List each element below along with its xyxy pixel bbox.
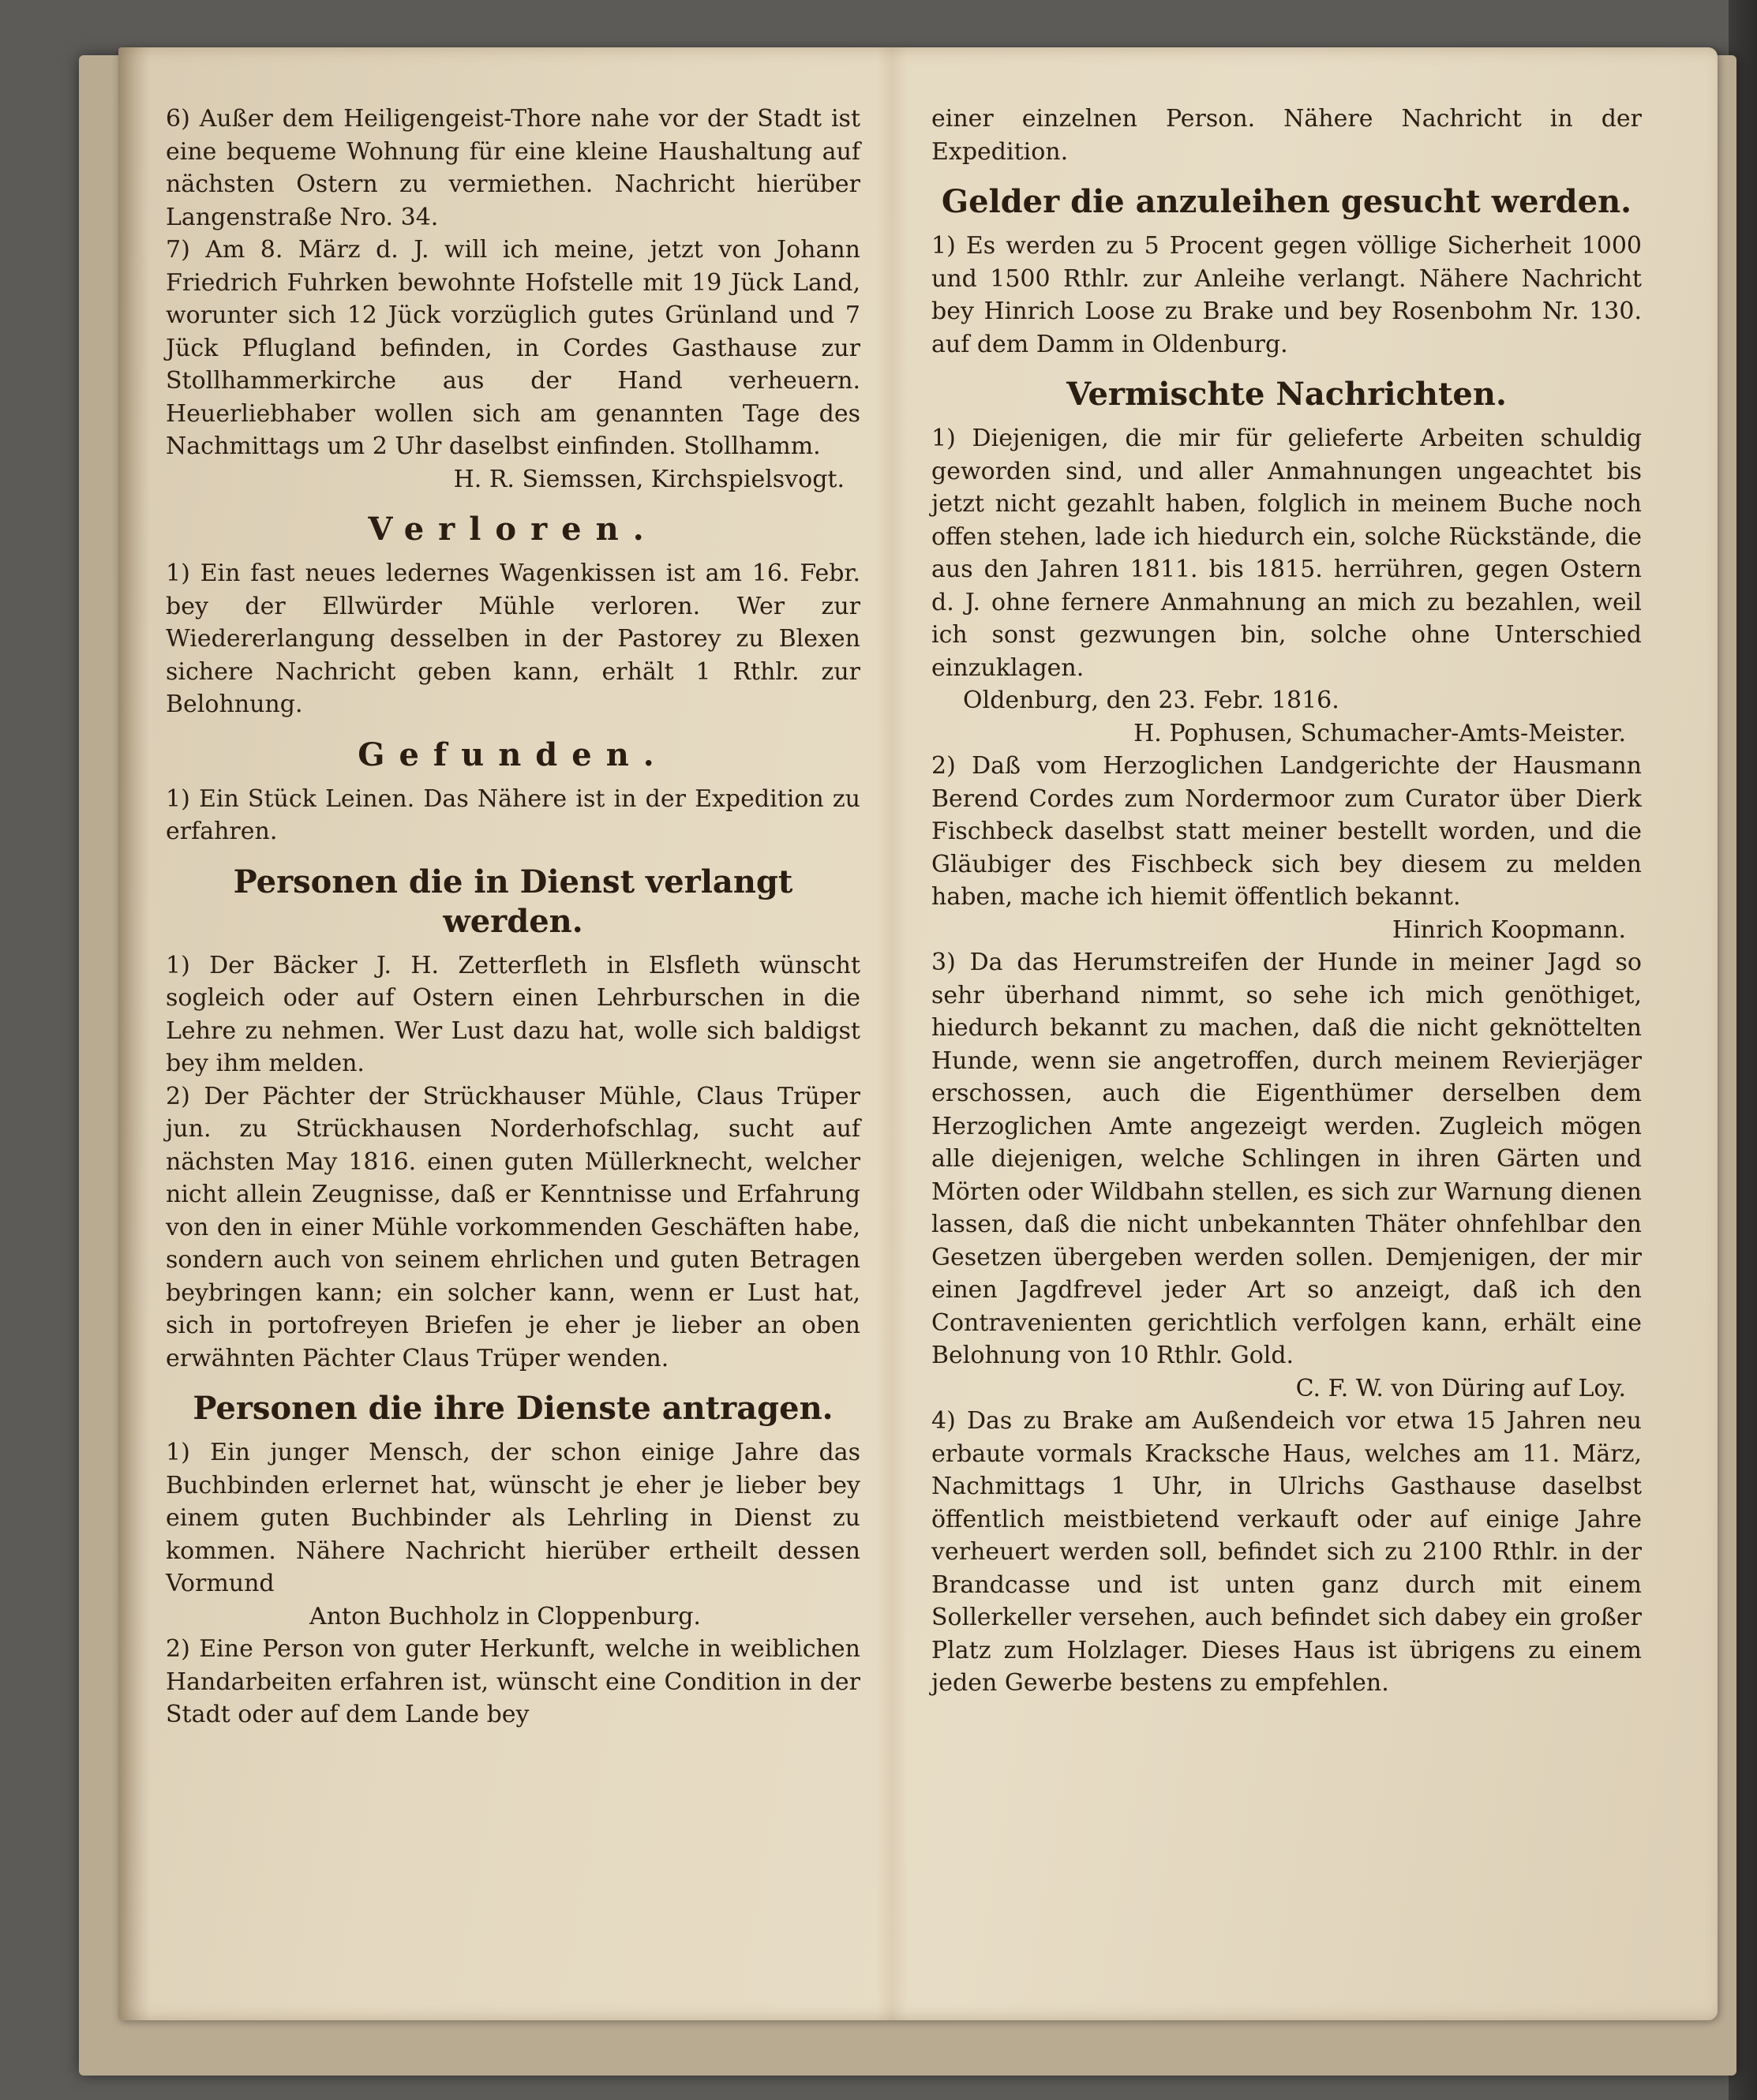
gelder-1-text: 1) Es werden zu 5 Procent gegen völlige Sicherheit 1000 und 1500 Rthlr. zur Anleihe verlangt. Nähere Nachricht bey Hinrich Loose zu Brake und bey Rosenbohm Nr. 130. auf dem Damm in Oldenburg. — [931, 232, 1642, 358]
vermischte-3-text: 3) Da das Herumstreifen der Hunde in meiner Jagd so sehr überhand nimmt, so sehe ich mich genöthiget, hiedurch bekannt zu machen, daß die nicht geknöttelten Hunde, wenn sie angetroffen, durch meinem Revierjäger erschossen, auch die Eigenthümer derselben dem Herzoglichen Amte angezeigt werden. Zugleich mögen alle diejenigen, welche Schlingen in ihren Gärten und Mörten oder Wildbahn stellen, es sich zur Warnung dienen lassen, daß die nicht unbekannten Thäter ohnfehlbar den Gesetzen übergeben werden sollen. Demjenigen, der mir einen Jagdfrevel jeder Art so anzeigt, daß ich den Contravenienten gerichtlich verfolgen kann, erhält eine Belohnung von 10 Rthlr. Gold. — [931, 949, 1642, 1369]
column-crease — [876, 47, 908, 2020]
gefunden-text: 1) Ein Stück Leinen. Das Nähere ist in der Expedition zu erfahren. — [166, 784, 860, 845]
left-column — [166, 103, 860, 1731]
binding-shadow — [118, 47, 150, 2020]
dienst-1-text: 1) Der Bäcker J. H. Zetterfleth in Elsfleth wünscht sogleich oder auf Ostern einen Lehrburschen in die Lehre zu nehmen. Wer Lust dazu hat, wolle sich baldigst bey ihm melden. — [166, 951, 860, 1077]
ad-7-text: 7) Am 8. März d. J. will ich meine, jetzt von Johann Friedrich Fuhrken bewohnte Hofstelle mit 19 Jück Land, worunter sich 12 Jück vorzüglich gutes Grünland und 7 Jück Pflugland befinden, in Cordes Gasthause zur Stollhammerkirche aus der Hand verheuern. Heuerliebhaber wollen sich am genannten Tage des Nachmittags um 2 Uhr daselbst einfinden. Stollhamm. — [166, 236, 860, 460]
heading-gefunden: Gefunden. — [358, 736, 669, 773]
continued-text: einer einzelnen Person. Nähere Nachricht in der Expedition. — [931, 105, 1642, 166]
vermischte-1-date: Oldenburg, den 23. Febr. 1816. — [963, 687, 1339, 714]
vermischte-4-text: 4) Das zu Brake am Außendeich vor etwa 15 Jahren neu erbaute vormals Kracksche Haus, welches am 11. März, Nachmittags 1 Uhr, in Ulrichs Gasthause daselbst öffentlich meistbietend verkauft oder auf einige Jahre verheuert werden soll, befindet sich zu 2100 Rthlr. in der Brandcasse und ist unten ganz durch mit einem Sollerkeller versehen, auch befindet sich dabey ein großer Platz zum Holzlager. Dieses Haus ist übrigens zu einem jeden Gewerbe bestens zu empfehlen. — [931, 1407, 1642, 1697]
right-column — [931, 103, 1642, 1700]
antragen-2-text: 2) Eine Person von guter Herkunft, welche in weiblichen Handarbeiten erfahren ist, wünscht eine Condition in der Stadt oder auf dem Lande bey — [166, 1635, 860, 1728]
heading-gelder: Gelder die anzuleihen gesucht werden. — [941, 183, 1632, 220]
dienst-2-text: 2) Der Pächter der Strückhauser Mühle, Claus Trüper jun. zu Strückhausen Norderhofschlag, sucht auf nächsten May 1816. einen guten Müllerknecht, welcher nicht allein Zeugnisse, daß er Kenntnisse und Erfahrung von den in einer Mühle vorkommenden Geschäften habe, sondern auch von seinem ehrlichen und guten Betragen beybringen kann; ein solcher kann, wenn er Lust hat, sich in portofreyen Briefen je eher je lieber an oben erwähnten Pächter Claus Trüper wenden. — [166, 1082, 860, 1372]
antragen-1-text: 1) Ein junger Mensch, der schon einige Jahre das Buchbinden erlernet hat, wünscht je eher je lieber bey einem guten Buchbinder als Lehrling in Dienst zu kommen. Nähere Nachricht hierüber ertheilt dessen Vormund — [166, 1439, 860, 1597]
ad-6-text: 6) Außer dem Heiligengeist-Thore nahe vor der Stadt ist eine bequeme Wohnung für eine kleine Haushaltung auf nächsten Ostern zu vermiethen. Nachricht hierüber Langenstraße Nro. 34. — [166, 105, 860, 231]
vermischte-1-signature: H. Pophusen, Schumacher-Amts-Meister. — [1133, 719, 1626, 747]
ad-7-signature: H. R. Siemssen, Kirchspielsvogt. — [453, 465, 845, 493]
verloren-text: 1) Ein fast neues ledernes Wagenkissen ist am 16. Febr. bey der Ellwürder Mühle verloren. Wer zur Wiedererlangung desselben in der Pastorey zu Blexen sichere Nachricht geben kann, erhält 1 Rthlr. zur Belohnung. — [166, 560, 860, 718]
antragen-1-signature: Anton Buchholz in Cloppenburg. — [309, 1602, 701, 1630]
vermischte-3-signature: C. F. W. von Düring auf Loy. — [1295, 1374, 1626, 1402]
heading-dienst-verlangt: Personen die in Dienst verlangt werden. — [233, 863, 793, 940]
vermischte-2-signature: Hinrich Koopmann. — [1392, 915, 1626, 944]
vermischte-2-text: 2) Daß vom Herzoglichen Landgerichte der Hausmann Berend Cordes zum Nordermoor zum Curator über Dierk Fischbeck daselbst statt meiner bestellt worden, und die Gläubiger des Fischbeck sich bey diesem zu melden haben, mache ich hiemit öffentlich bekannt. — [931, 752, 1642, 911]
heading-verloren: Verloren. — [368, 511, 658, 548]
heading-vermischte: Vermischte Nachrichten. — [1066, 376, 1507, 413]
newspaper-page — [118, 47, 1718, 2020]
vermischte-1-text: 1) Diejenigen, die mir für gelieferte Arbeiten schuldig geworden sind, und aller Anmahnungen ungeachtet bis jetzt nicht gezahlt haben, folglich in meinem Buche noch offen stehen, lade ich hiedurch ein, solche Rückstände, die aus den Jahren 1811. bis 1815. herrühren, gegen Ostern d. J. ohne fernere Anmahnung an mich zu bezahlen, weil ich sonst gezwungen bin, solche ohne Unterschied einzuklagen. — [931, 425, 1642, 682]
heading-dienste-antragen: Personen die ihre Dienste antragen. — [193, 1390, 834, 1427]
